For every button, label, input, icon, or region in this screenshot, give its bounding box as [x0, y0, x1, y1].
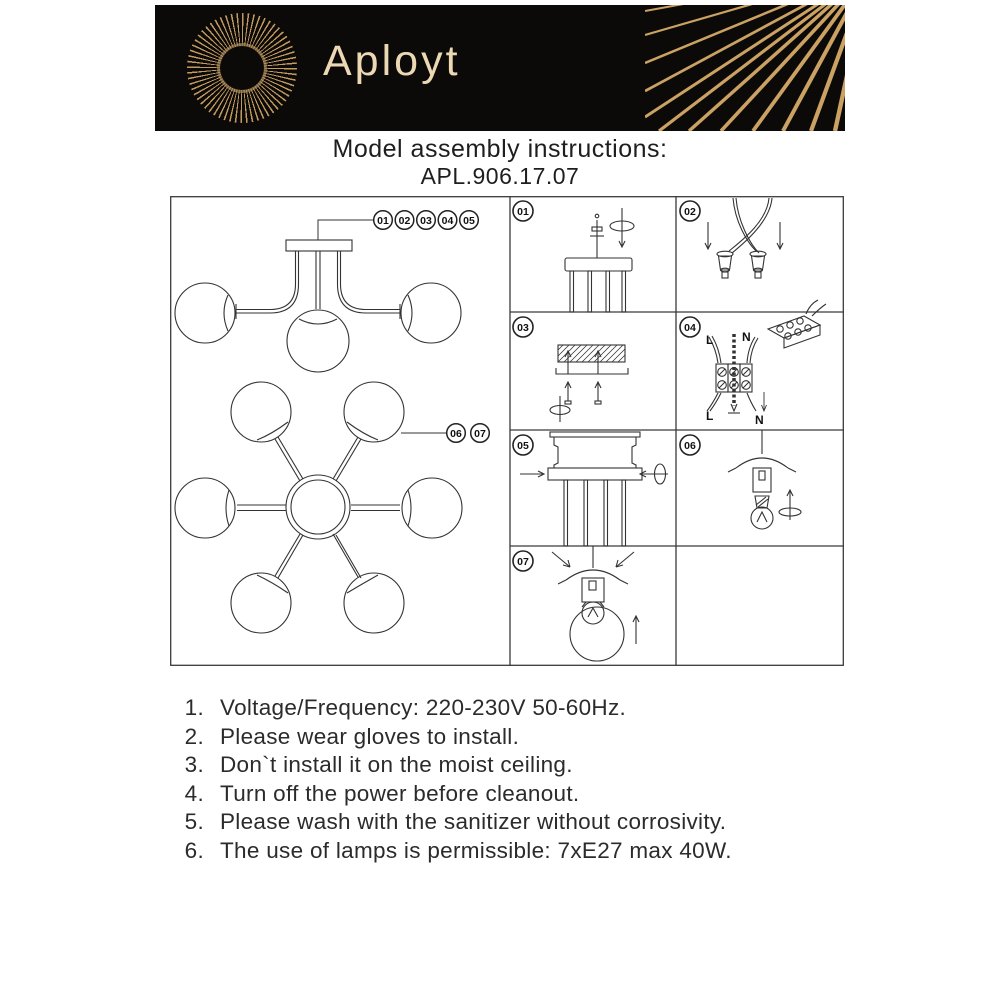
note-number: 1. — [184, 695, 204, 720]
brand-name: Aployt — [323, 37, 461, 85]
step-07-number: 07 — [517, 556, 529, 568]
wire-label-neutral-bottom: N — [755, 413, 764, 427]
note-item-1 — [172, 694, 732, 723]
brand-banner — [155, 5, 845, 131]
step-05-cell — [513, 432, 668, 546]
callout-06: 06 — [450, 427, 462, 440]
step-07-illustration — [552, 546, 639, 661]
step-05-illustration — [520, 432, 668, 546]
callout-chips-side-view — [374, 211, 479, 230]
step-04-number: 04 — [684, 322, 696, 334]
note-text: Please wash with the sanitizer without corrosivity. — [220, 809, 727, 834]
assembly-diagram — [170, 196, 844, 666]
step-05-number: 05 — [517, 440, 529, 452]
wire-label-line-bottom: L — [706, 409, 714, 423]
note-text: Please wear gloves to install. — [220, 723, 520, 749]
callout-01: 01 — [377, 214, 389, 227]
grid-lines — [171, 196, 844, 666]
model-number: APL.906.17.07 — [420, 163, 580, 189]
callout-chips-top-view — [447, 424, 490, 443]
note-text: Voltage/Frequency: 220-230V 50-60Hz. — [220, 695, 627, 720]
step-06-cell — [680, 430, 801, 529]
decorative-rays-icon — [645, 5, 845, 131]
note-text: Turn off the power before cleanout. — [220, 780, 580, 806]
note-number: 5. — [184, 809, 204, 834]
sunburst-logo-icon — [187, 13, 297, 123]
callout-07: 07 — [474, 427, 486, 440]
step-02-number: 02 — [684, 206, 696, 218]
callout-02: 02 — [398, 214, 411, 227]
step-04-illustration — [707, 300, 826, 413]
step-01-number: 01 — [517, 206, 529, 218]
step-02-cell — [680, 198, 783, 278]
step-06-illustration — [728, 430, 801, 529]
callout-04: 04 — [441, 214, 454, 227]
step-01-cell — [513, 201, 634, 312]
step-03-cell — [513, 317, 628, 422]
page-title: Model assembly instructions: — [332, 135, 668, 163]
step-04-cell — [680, 300, 826, 427]
note-text: The use of lamps is permissible: 7xE27 max 40W. — [220, 837, 732, 863]
callout-03: 03 — [420, 214, 432, 227]
note-item-6 — [172, 837, 732, 866]
note-number: 3. — [184, 752, 204, 777]
step-03-illustration — [550, 345, 628, 422]
lamp-side-view-illustration — [175, 220, 461, 372]
step-03-number: 03 — [517, 322, 529, 334]
wire-label-neutral-top: N — [742, 330, 751, 344]
note-item-3 — [172, 751, 732, 780]
wire-label-line-top: L — [706, 333, 714, 347]
note-item-2 — [172, 723, 732, 752]
instruction-notes — [172, 694, 732, 865]
callout-05: 05 — [463, 214, 475, 227]
note-item-4 — [172, 780, 732, 809]
step-06-number: 06 — [684, 440, 696, 452]
step-02-illustration — [705, 198, 783, 278]
lamp-top-view-illustration — [175, 382, 462, 633]
note-text: Don`t install it on the moist ceiling. — [220, 752, 573, 777]
note-number: 2. — [184, 723, 204, 749]
assembly-diagram-svg — [170, 196, 844, 666]
note-number: 4. — [184, 780, 204, 806]
note-item-5 — [172, 808, 732, 837]
step-01-illustration — [565, 208, 634, 312]
note-number: 6. — [184, 837, 204, 863]
step-07-cell — [513, 546, 639, 661]
